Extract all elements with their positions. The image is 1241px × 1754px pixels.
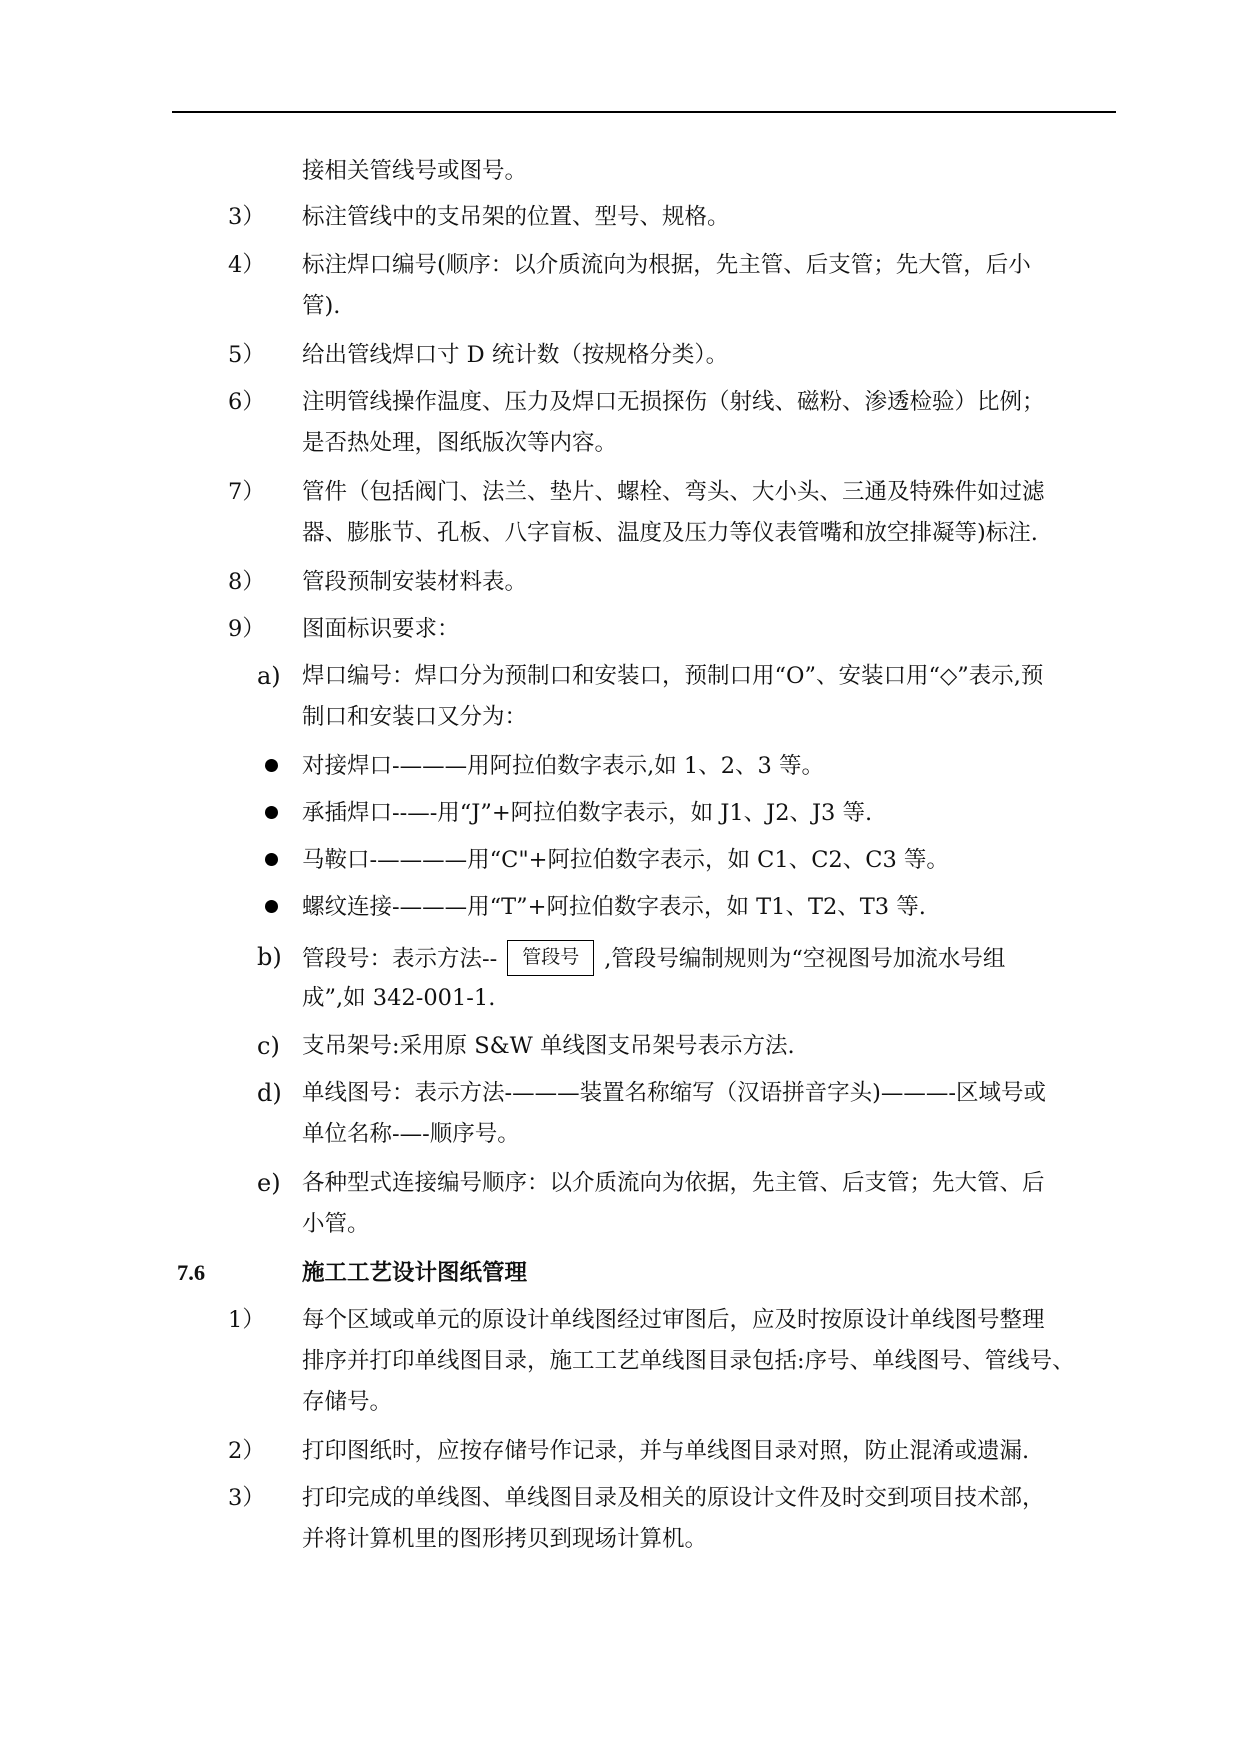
item-marker: 2） (228, 1438, 265, 1464)
bullet-dot (265, 759, 278, 772)
item-text: 标注管线中的支吊架的位置、型号、规格。 (302, 204, 730, 230)
bullet-dot (265, 806, 278, 819)
item-text: 器、膨胀节、孔板、八字盲板、温度及压力等仪表管嘴和放空排凝等)标注. (302, 520, 1038, 546)
item-marker: 3） (228, 1485, 265, 1511)
item-text: 存储号。 (302, 1389, 393, 1415)
bullet-dot (265, 900, 278, 913)
sub-text: 小管。 (302, 1211, 370, 1237)
sub-marker: c) (257, 1032, 280, 1060)
bullet-text: 承插焊口--—-用“J”+阿拉伯数字表示，如 J1、J2、J3 等. (302, 800, 873, 826)
sub-text: 支吊架号:采用原 S&W 单线图支吊架号表示方法. (302, 1033, 795, 1059)
item-text: 图面标识要求： (302, 616, 460, 642)
item-text: 管段预制安装材料表。 (302, 569, 528, 595)
item-marker: 9） (228, 616, 265, 642)
sub-marker: d) (257, 1079, 282, 1107)
item-text: 打印完成的单线图、单线图目录及相关的原设计文件及时交到项目技术部， (302, 1485, 1045, 1511)
sub-text: 单线图号：表示方法-———装置名称缩写（汉语拼音字头)———-区域号或 (302, 1080, 1046, 1106)
item-text: 排序并打印单线图目录，施工工艺单线图目录包括:序号、单线图号、管线号、 (302, 1348, 1075, 1374)
continuation-line: 接相关管线号或图号。 (302, 158, 528, 184)
item-text: 注明管线操作温度、压力及焊口无损探伤（射线、磁粉、渗透检验）比例； (302, 389, 1045, 415)
item-marker: 5） (228, 342, 265, 368)
sub-marker: b) (257, 943, 282, 971)
sub-text: 管段号：表示方法-- (302, 946, 498, 972)
section-number: 7.6 (177, 1260, 206, 1285)
item-marker: 1） (228, 1307, 265, 1333)
item-text: 管). (302, 293, 341, 319)
section-title: 施工工艺设计图纸管理 (302, 1260, 528, 1286)
item-text: 给出管线焊口寸 D 统计数（按规格分类）。 (302, 342, 729, 368)
sub-text-line (302, 942, 1005, 978)
bullet-text: 对接焊口-———用阿拉伯数字表示,如 1、2、3 等。 (302, 753, 825, 779)
sub-text: 制口和安装口又分为： (302, 704, 528, 730)
item-text: 每个区域或单元的原设计单线图经过审图后，应及时按原设计单线图号整理 (302, 1307, 1045, 1333)
bullet-text: 螺纹连接-———用“T”+阿拉伯数字表示，如 T1、T2、T3 等. (302, 894, 926, 920)
header-rule (172, 111, 1116, 113)
sub-text: 各种型式连接编号顺序：以介质流向为依据，先主管、后支管；先大管、后 (302, 1170, 1045, 1196)
sub-text: 单位名称-—-顺序号。 (302, 1121, 520, 1147)
segment-number-box: 管段号 (507, 940, 594, 976)
bullet-dot (265, 853, 278, 866)
bullet-text: 马鞍口-————用“C"+阿拉伯数字表示，如 C1、C2、C3 等。 (302, 847, 949, 873)
item-text: 是否热处理，图纸版次等内容。 (302, 430, 618, 456)
sub-text: 成”,如 342-001-1. (302, 985, 496, 1011)
item-text: 打印图纸时，应按存储号作记录，并与单线图目录对照，防止混淆或遗漏. (302, 1438, 1030, 1464)
sub-marker: e) (257, 1169, 281, 1197)
item-marker: 6） (228, 389, 265, 415)
item-marker: 3） (228, 204, 265, 230)
sub-marker: a) (257, 662, 281, 690)
item-marker: 7） (228, 479, 265, 505)
sub-text: ,管段号编制规则为“空视图号加流水号组 (604, 946, 1006, 972)
item-marker: 8） (228, 569, 265, 595)
item-text: 标注焊口编号(顺序：以介质流向为根据，先主管、后支管；先大管，后小 (302, 252, 1031, 278)
item-text: 并将计算机里的图形拷贝到现场计算机。 (302, 1526, 708, 1552)
sub-text: 焊口编号：焊口分为预制口和安装口，预制口用“O”、安装口用“◇”表示,预 (302, 663, 1044, 689)
item-marker: 4） (228, 252, 265, 278)
item-text: 管件（包括阀门、法兰、垫片、螺栓、弯头、大小头、三通及特殊件如过滤 (302, 479, 1045, 505)
